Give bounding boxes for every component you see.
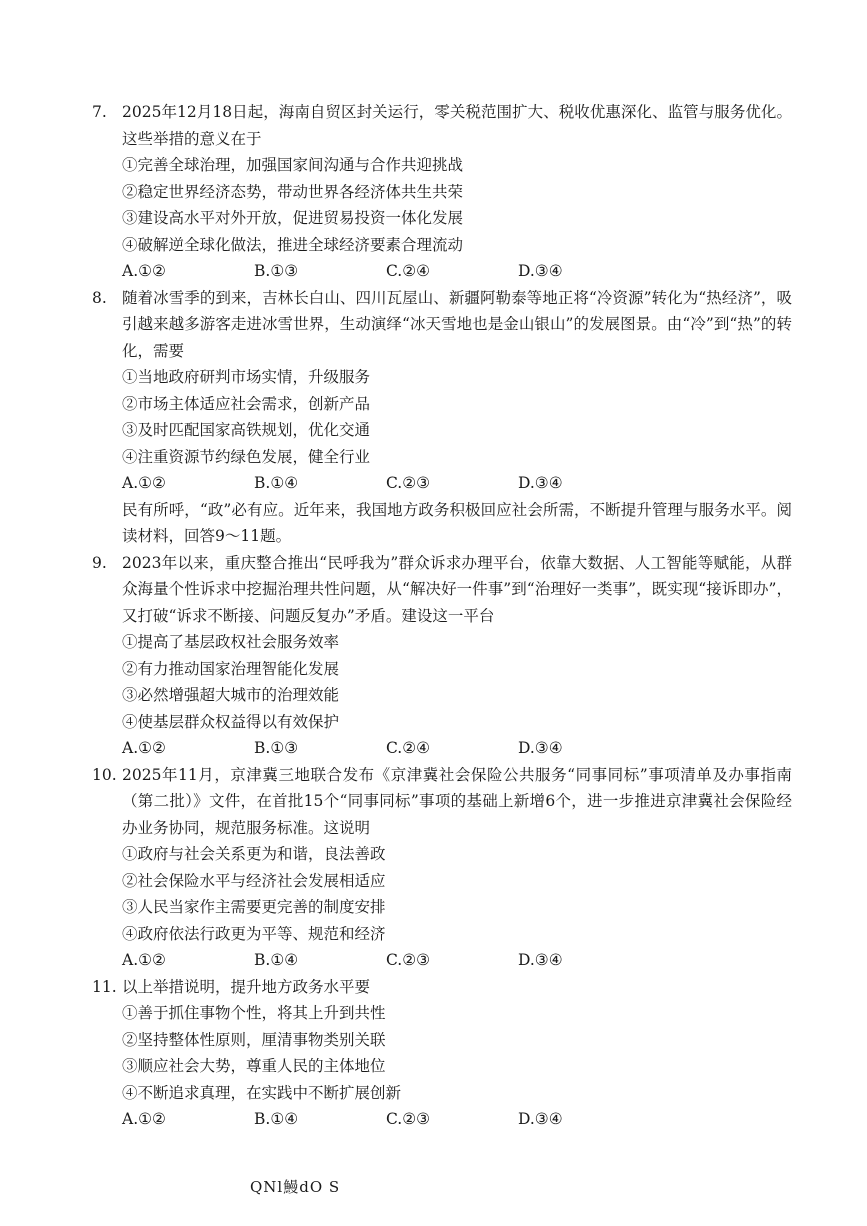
answer-b: B.①③: [254, 262, 299, 280]
option-1: ①完善全球治理，加强国家间沟通与合作共迎挑战: [122, 156, 464, 174]
question-8: [92, 285, 792, 497]
answer-c: C.②④: [386, 262, 431, 280]
answer-d: D.③④: [518, 739, 563, 757]
question-stem: 2025年12月18日起，海南自贸区封关运行，零关税范围扩大、税收优惠深化、监管与服务优化。这些举措的意义在于: [122, 103, 792, 148]
option-1: ①当地政府研判市场实情，升级服务: [122, 368, 371, 386]
option-3: ③必然增强超大城市的治理效能: [122, 686, 340, 704]
option-3: ③顺应社会大势，尊重人民的主体地位: [122, 1057, 386, 1075]
option-4: ④注重资源节约绿色发展，健全行业: [122, 447, 371, 466]
question-number: 8.: [92, 288, 107, 307]
question-11: [92, 974, 792, 1133]
answer-b: B.①④: [254, 474, 299, 492]
answer-c: C.②③: [386, 474, 431, 492]
answer-c: C.②③: [386, 1110, 431, 1128]
answer-a: A.①②: [122, 474, 166, 492]
answer-c: C.②④: [386, 739, 431, 757]
answer-d: D.③④: [518, 951, 563, 969]
answer-a: A.①②: [122, 739, 166, 757]
option-3: ③人民当家作主需要更完善的制度安排: [122, 898, 386, 916]
answer-b: B.①④: [254, 951, 299, 969]
option-1: ①善于抓住事物个性，将其上升到共性: [122, 1004, 386, 1022]
option-3: ③及时匹配国家高铁规划，优化交通: [122, 421, 371, 439]
option-3: ③建设高水平对外开放，促进贸易投资一体化发展: [122, 209, 464, 227]
option-4: ④破解逆全球化做法，推进全球经济要素合理流动: [122, 235, 464, 254]
question-number: 7.: [92, 103, 107, 121]
answer-choices: [92, 258, 792, 285]
option-1: ①政府与社会关系更为和谐，良法善政: [122, 845, 386, 863]
answer-d: D.③④: [518, 262, 563, 280]
question-7: [92, 99, 792, 285]
question-stem: 2025年11月，京津冀三地联合发布《京津冀社会保险公共服务“同事同标”事项清单及办事指南（第二批）》文件，在首批15个“同事同标”事项的基础上新增6个，进一步推进京津冀社会保险经办业务协同，规范服务标准。这说明: [122, 765, 792, 837]
option-2: ②社会保险水平与经济社会发展相适应: [122, 871, 386, 890]
option-1: ①提高了基层政权社会服务效率: [122, 633, 340, 651]
answer-c: C.②③: [386, 951, 431, 969]
question-number: 11.: [92, 977, 117, 996]
question-number: 10.: [92, 765, 117, 784]
answer-choices: [92, 1106, 792, 1133]
reading-passage: 民有所呼，“政”必有应。近年来，我国地方政务积极回应社会所需，不断提升管理与服务水平。阅读材料，回答9～11题。: [122, 500, 792, 545]
answer-a: A.①②: [122, 951, 166, 969]
question-number: 9.: [92, 553, 107, 572]
question-stem: 2023年以来，重庆整合推出“民呼我为”群众诉求办理平台，依靠大数据、人工智能等赋能，从群众海量个性诉求中挖掘治理共性问题，从“解决好一件事”到“治理好一类事”，既实现“接诉即办”，又打破“诉求不断接、问题反复办”矛盾。建设这一平台: [122, 553, 792, 625]
question-9: [92, 550, 792, 762]
answer-d: D.③④: [518, 474, 563, 492]
question-stem: 以上举措说明，提升地方政务水平要: [122, 977, 371, 996]
answer-a: A.①②: [122, 262, 166, 280]
answer-choices: [92, 735, 792, 762]
answer-d: D.③④: [518, 1110, 563, 1128]
page-footer: QNl鰻dO S: [250, 1178, 341, 1196]
option-2: ②市场主体适应社会需求，创新产品: [122, 394, 371, 413]
answer-b: B.①③: [254, 739, 299, 757]
question-list: [92, 99, 792, 1133]
question-10: [92, 762, 792, 974]
option-2: ②稳定世界经济态势，带动世界各经济体共生共荣: [122, 182, 464, 201]
question-stem: 随着冰雪季的到来，吉林长白山、四川瓦屋山、新疆阿勒泰等地正将“冷资源”转化为“热经济”，吸引越来越多游客走进冰雪世界，生动演绎“冰天雪地也是金山银山”的发展图景。由“冷”到“热”的转化，需要: [122, 288, 792, 360]
answer-choices: [92, 470, 792, 497]
answer-choices: [92, 947, 792, 974]
option-4: ④不断追求真理，在实践中不断扩展创新: [122, 1083, 402, 1102]
option-2: ②有力推动国家治理智能化发展: [122, 659, 340, 678]
answer-a: A.①②: [122, 1110, 166, 1128]
answer-b: B.①④: [254, 1110, 299, 1128]
option-2: ②坚持整体性原则，厘清事物类别关联: [122, 1030, 386, 1049]
option-4: ④使基层群众权益得以有效保护: [122, 712, 340, 731]
option-4: ④政府依法行政更为平等、规范和经济: [122, 924, 386, 943]
